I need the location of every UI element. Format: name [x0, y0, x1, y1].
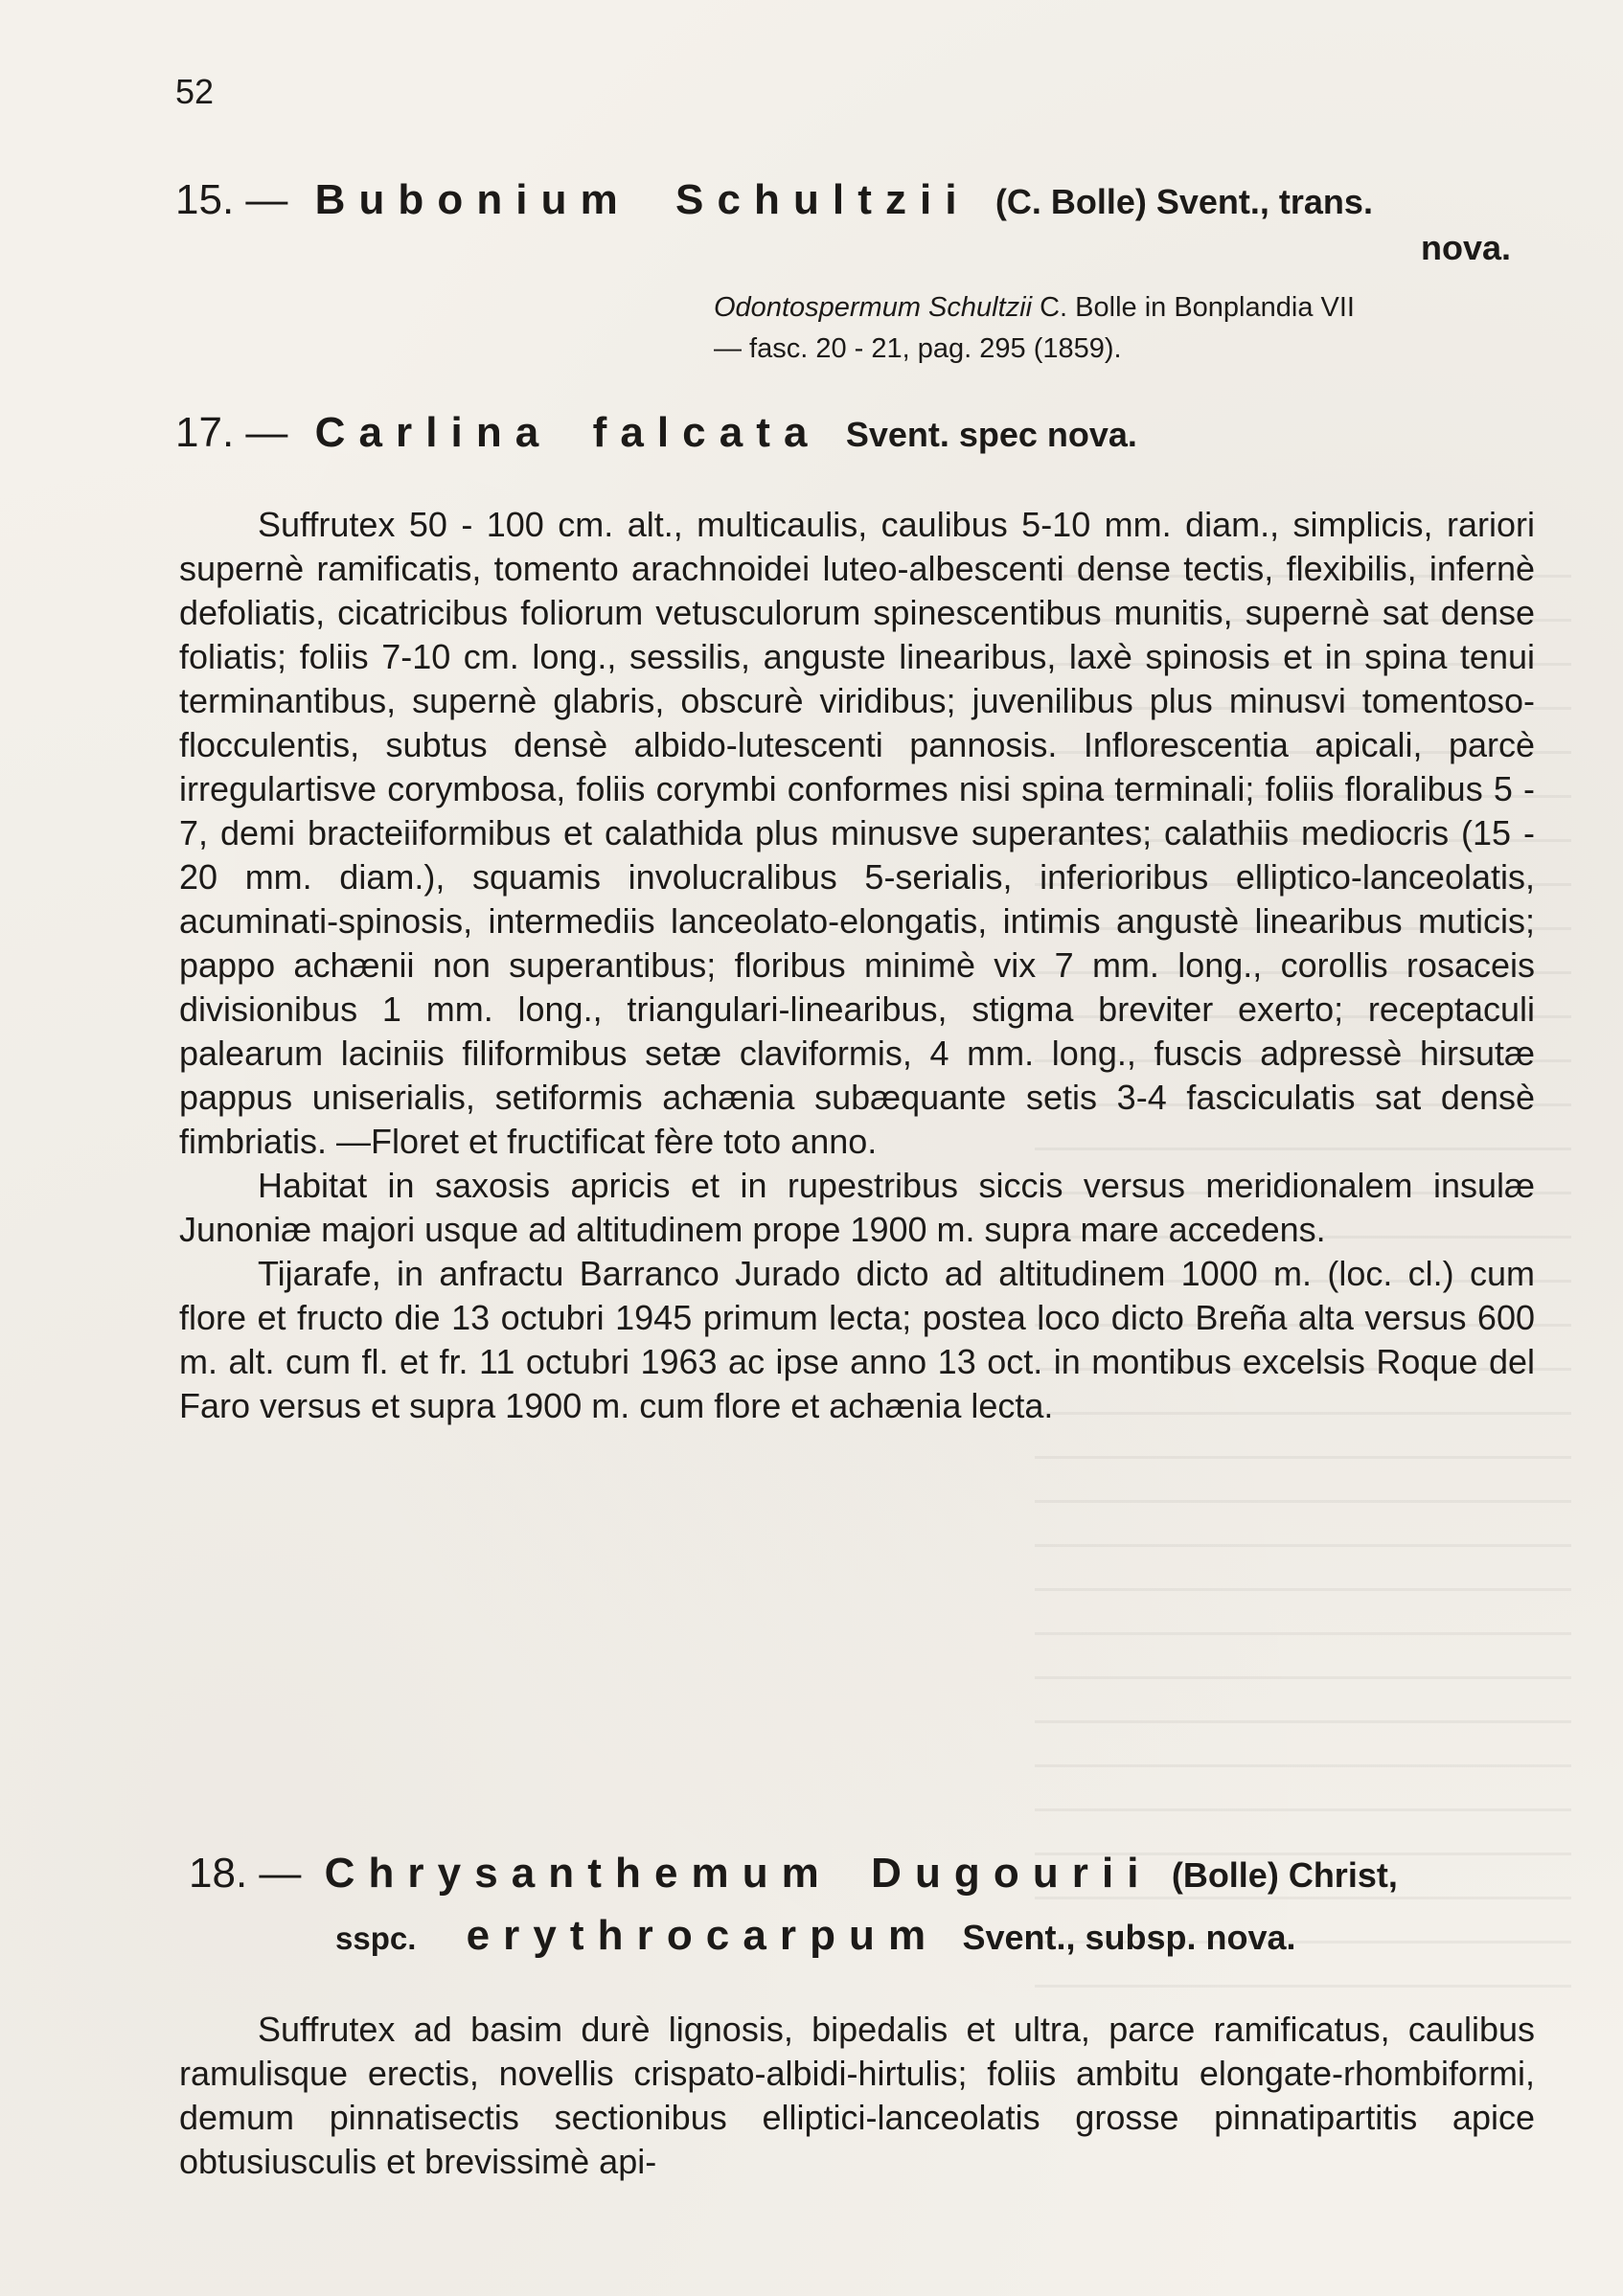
genus-name: Carlina [314, 409, 553, 456]
authority: (C. Bolle) Svent., trans. [994, 182, 1373, 221]
entry-17-body [179, 503, 1535, 1428]
subspecies-label: sspc. [335, 1921, 417, 1956]
subspecies-name: erythrocarpum [466, 1912, 940, 1959]
entry-18-heading [189, 1851, 1398, 1897]
entry-15-heading [175, 177, 1373, 223]
entry-number: 15. — [175, 176, 288, 223]
authority: (Bolle) Christ, [1171, 1855, 1398, 1895]
synonym-name: Odontospermum Schultzii [714, 292, 1033, 323]
entry-17-heading [175, 410, 1137, 456]
species-name: Schultzii [675, 176, 971, 223]
authority-continuation: nova. [1421, 228, 1512, 267]
entry-number: 17. — [175, 409, 288, 456]
entry-18-body [179, 2008, 1535, 2184]
entry-18-subspecies-line [335, 1913, 1296, 1959]
species-name: Dugourii [871, 1850, 1153, 1897]
synonym-reference-cont: — fasc. 20 - 21, pag. 295 (1859). [714, 333, 1122, 364]
species-name: falcata [592, 409, 821, 456]
authority: Svent. spec nova. [845, 415, 1137, 454]
habitat-paragraph: Habitat in saxosis apricis et in rupestribus siccis versus meridionalem insulæ Junoniæ majori usque ad altitudinem prope 1900 m. supra mare accedens. [179, 1166, 1535, 1249]
synonym-citation [714, 287, 1538, 370]
synonym-reference: C. Bolle in Bonplandia VII [1040, 292, 1355, 323]
subspecies-authority: Svent., subsp. nova. [962, 1918, 1296, 1957]
genus-name: Bubonium [314, 176, 631, 223]
description-paragraph: Suffrutex 50 - 100 cm. alt., multicaulis, caulibus 5-10 mm. diam., simplicis, rariori supernè ramificatis, tomento arachnoidei luteo-albescenti dense tectis, flexibilis, infernè defoliatis, cicatricibus foliorum vetusculorum spinescentibus munitis, supernè sat dense foliatis; foliis 7-10 cm. long., sessilis, anguste linearibus, laxè spinosis et in spina tenui terminantibus, supernè glabris, obscurè viridibus; juvenilibus plus minusvi tomentoso-flocculentis, subtus densè albido-lutescenti pannosis. Inflorescentia apicali, parcè irregulartisve corymbosa, foliis corymbi conformes nisi spina terminali; foliis floralibus 5 - 7, demi bracteiiformibus et calathida plus minusve superantes; calathiis mediocris (15 - 20 mm. diam.), squamis involucralibus 5-serialis, inferioribus elliptico-lanceolatis, acuminati-spinosis, intermediis lanceolato-elongatis, intimis angustè linearibus muticis; pappo achænii non superantibus; floribus minimè vix 7 mm. long., corollis rosaceis divisionibus 1 mm. long., triangulari-linearibus, stigma breviter exerto; receptaculi palearum laciniis filiformibus setæ claviformis, 4 mm. long., fuscis adpressè hirsutæ pappus uniserialis, setiformis achænia subæquante setis 3-4 fasciculatis sat densè fimbriatis. —Floret et fructificat fère toto anno. [179, 505, 1535, 1161]
entry-number: 18. — [189, 1850, 302, 1897]
genus-name: Chrysanthemum [324, 1850, 833, 1897]
description-paragraph: Suffrutex ad basim durè lignosis, bipedalis et ultra, parce ramificatus, caulibus ramulisque erectis, novellis crispato-albidi-hirtulis; foliis ambitu elongate-rhombiformi, demum pinnatisectis sectionibus elliptici-lanceolatis grosse pinnatipartitis apice obtusiusculis et brevissimè api- [179, 2010, 1535, 2181]
locality-paragraph: Tijarafe, in anfractu Barranco Jurado dicto ad altitudinem 1000 m. (loc. cl.) cum flore et fructo die 13 octubri 1945 primum lecta; postea loco dicto Breña alta versus 600 m. alt. cum fl. et fr. 11 octubri 1963 ac ipse anno 13 oct. in montibus excelsis Roque del Faro versus et supra 1900 m. cum flore et achænia lecta. [179, 1254, 1535, 1425]
page-number: 52 [175, 72, 215, 111]
